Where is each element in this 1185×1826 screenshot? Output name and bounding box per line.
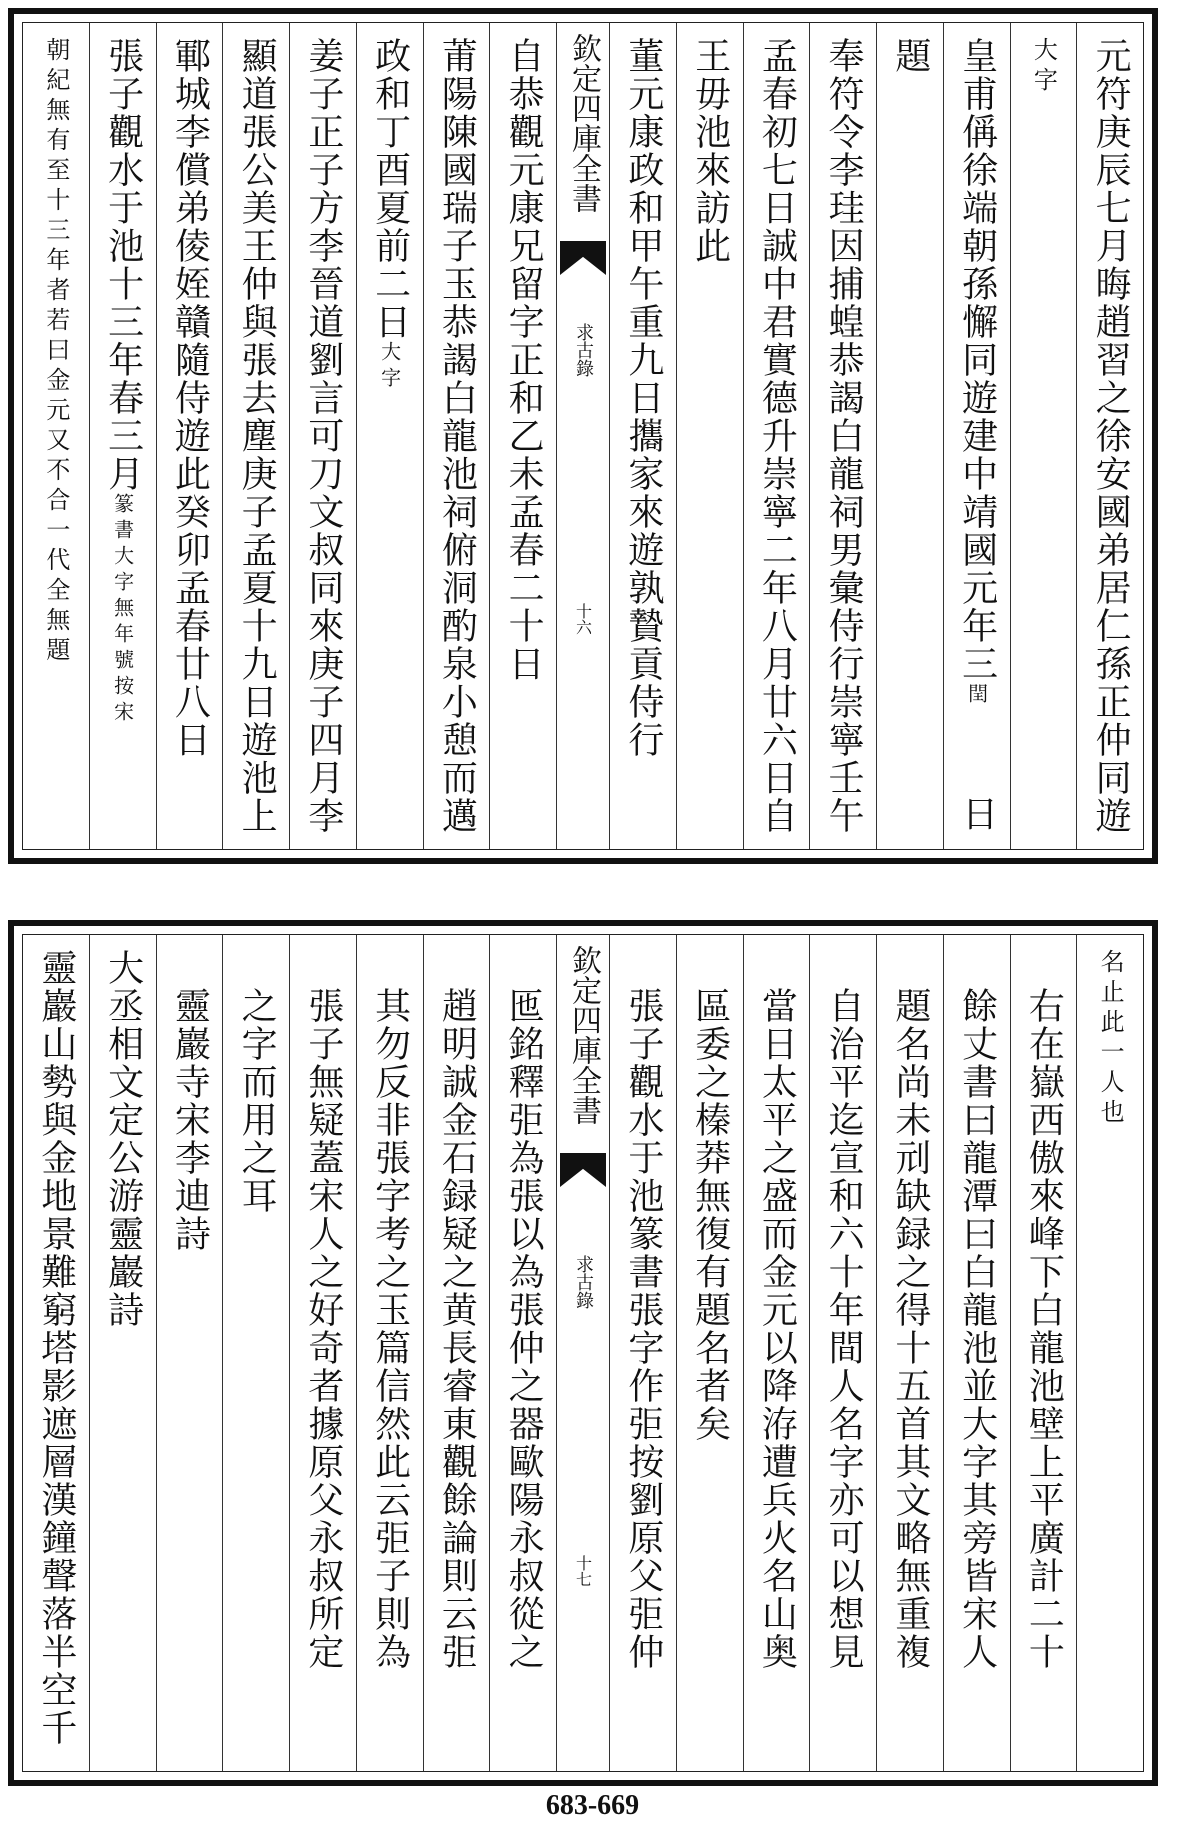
col-seg: 張子觀水于池十三年春三月 <box>102 37 144 493</box>
col-top-r2 <box>1010 23 1077 849</box>
col-text: 朝紀無有至十三年者若曰金元又不合一代全無題 <box>41 37 70 667</box>
col-text: 右在嶽西傲來峰下白龍池壁上平廣計二十 <box>1023 987 1065 1671</box>
col-top-l2 <box>423 23 490 849</box>
col-text: 自恭觀元康兄留字正和乙未孟春二十日 <box>503 37 545 683</box>
col-text <box>956 37 998 709</box>
page-top-columns <box>22 22 1144 850</box>
col-text: 區委之榛莽無復有題名者矣 <box>689 987 731 1443</box>
col-top-r7 <box>676 23 743 849</box>
col-text: 鄆城李償弟倰姪贛隨侍遊此癸卯孟春廿八日 <box>169 37 211 759</box>
col-text: 餘丈書曰龍潭曰白龍池並大字其旁皆宋人 <box>956 987 998 1671</box>
col-text: 董元康政和甲午重九日攜家來遊孰贄貢侍行 <box>622 37 664 759</box>
col-bot-l2 <box>423 935 490 1771</box>
col-text: 匜銘釋弡為張以為張仲之器歐陽永叔從之 <box>503 987 545 1671</box>
col-top-l3 <box>356 23 423 849</box>
page-bottom <box>8 920 1158 1786</box>
col-text: 當日太平之盛而金元以降洊遭兵火名山奥 <box>756 987 798 1671</box>
col-text: 自治平迄宣和六十年間人名字亦可以想見 <box>823 987 865 1671</box>
col-seg: 政和丁酉夏前二日 <box>369 37 411 341</box>
col-top-l6 <box>156 23 223 849</box>
col-top-l8 <box>23 23 89 849</box>
col-text: 張子觀水于池篆書張字作弡按劉原父弡仲 <box>622 987 664 1671</box>
col-note: 閏 <box>964 683 989 709</box>
col-top-l4 <box>289 23 356 849</box>
col-bot-r2 <box>1010 935 1077 1771</box>
col-text <box>369 37 411 393</box>
col-top-r8 <box>609 23 676 849</box>
folio-number: 十七 <box>573 1555 593 1587</box>
col-top-r3 <box>943 23 1010 849</box>
col-bot-l5 <box>222 935 289 1771</box>
col-text: 元符庚辰七月晦趙習之徐安國弟居仁孫正仲同遊 <box>1090 37 1132 835</box>
col-text: 大字 <box>1029 37 1058 97</box>
col-bot-r3 <box>943 935 1010 1771</box>
col-bot-l7 <box>89 935 156 1771</box>
col-text: 孟春初七日誠中君實德升崇寧二年八月廿六日自 <box>756 37 798 835</box>
col-bot-l1 <box>489 935 556 1771</box>
col-text: 名止此一人也 <box>1096 949 1125 1129</box>
col-bot-l4 <box>289 935 356 1771</box>
col-text: 題名尚未刓缺録之得十五首其文略無重複 <box>889 987 931 1671</box>
col-seg: 皇甫偁徐端朝孫懈同遊建中靖國元年三 <box>956 37 998 683</box>
col-note: 篆書大字無年號按宋 <box>110 493 135 727</box>
page-bottom-columns <box>22 934 1144 1772</box>
col-note: 大字 <box>377 341 402 393</box>
page-top <box>8 8 1158 864</box>
col-top-l5 <box>222 23 289 849</box>
col-bot-r8 <box>609 935 676 1771</box>
col-top-r6 <box>743 23 810 849</box>
col-text: 其勿反非張字考之玉篇信然此云弡子則為 <box>369 987 411 1671</box>
book-series-title: 欽定四庫全書 <box>566 945 601 1125</box>
col-text: 之字而用之耳 <box>236 987 278 1215</box>
col-bot-r1 <box>1076 935 1143 1771</box>
col-text <box>102 37 144 727</box>
col-bot-r6 <box>743 935 810 1771</box>
book-title: 求古錄 <box>573 1255 594 1309</box>
col-text: 張子無疑蓋宋人之好奇者據原父永叔所定 <box>302 987 344 1671</box>
col-tail: 日 <box>956 795 998 833</box>
folio-number: 十六 <box>573 603 593 635</box>
col-bot-r5 <box>809 935 876 1771</box>
col-bot-l6 <box>156 935 223 1771</box>
col-bot-l3 <box>356 935 423 1771</box>
col-text: 姜子正子方李晉道劉言可刀文叔同來庚子四月李 <box>302 37 344 835</box>
col-text: 莆陽陳國瑞子玉恭謁白龍池祠俯洞酌泉小憩而邁 <box>436 37 478 835</box>
col-text: 題 <box>889 37 931 75</box>
col-text: 趙明誠金石録疑之黄長睿東觀餘論則云弡 <box>436 987 478 1671</box>
col-text: 靈巖寺宋李迪詩 <box>169 987 211 1253</box>
col-top-r5 <box>809 23 876 849</box>
col-text: 大丞相文定公游靈巖詩 <box>102 949 144 1329</box>
col-top-r1 <box>1076 23 1143 849</box>
col-top-l7 <box>89 23 156 849</box>
fishtail-center-top <box>556 23 609 849</box>
col-top-l1 <box>489 23 556 849</box>
fishtail-icon <box>560 241 606 275</box>
col-top-r4 <box>876 23 943 849</box>
col-text: 顯道張公美王仲與張去塵庚子孟夏十九日遊池上 <box>236 37 278 835</box>
book-title: 求古錄 <box>573 323 594 377</box>
col-text: 靈巖山勢與金地景難窮塔影遮層漢鐘聲落半空千 <box>35 949 77 1747</box>
col-text: 王毋池來訪此 <box>689 37 731 265</box>
col-text: 奉符令李珪因捕蝗恭謁白龍祠男彙侍行崇寧壬午 <box>823 37 865 835</box>
fishtail-center-bottom <box>556 935 609 1771</box>
book-series-title: 欽定四庫全書 <box>566 33 601 213</box>
page-number-footer: 683-669 <box>545 1790 640 1821</box>
fishtail-icon <box>560 1153 606 1187</box>
col-bot-l8 <box>23 935 89 1771</box>
col-bot-r7 <box>676 935 743 1771</box>
col-bot-r4 <box>876 935 943 1771</box>
